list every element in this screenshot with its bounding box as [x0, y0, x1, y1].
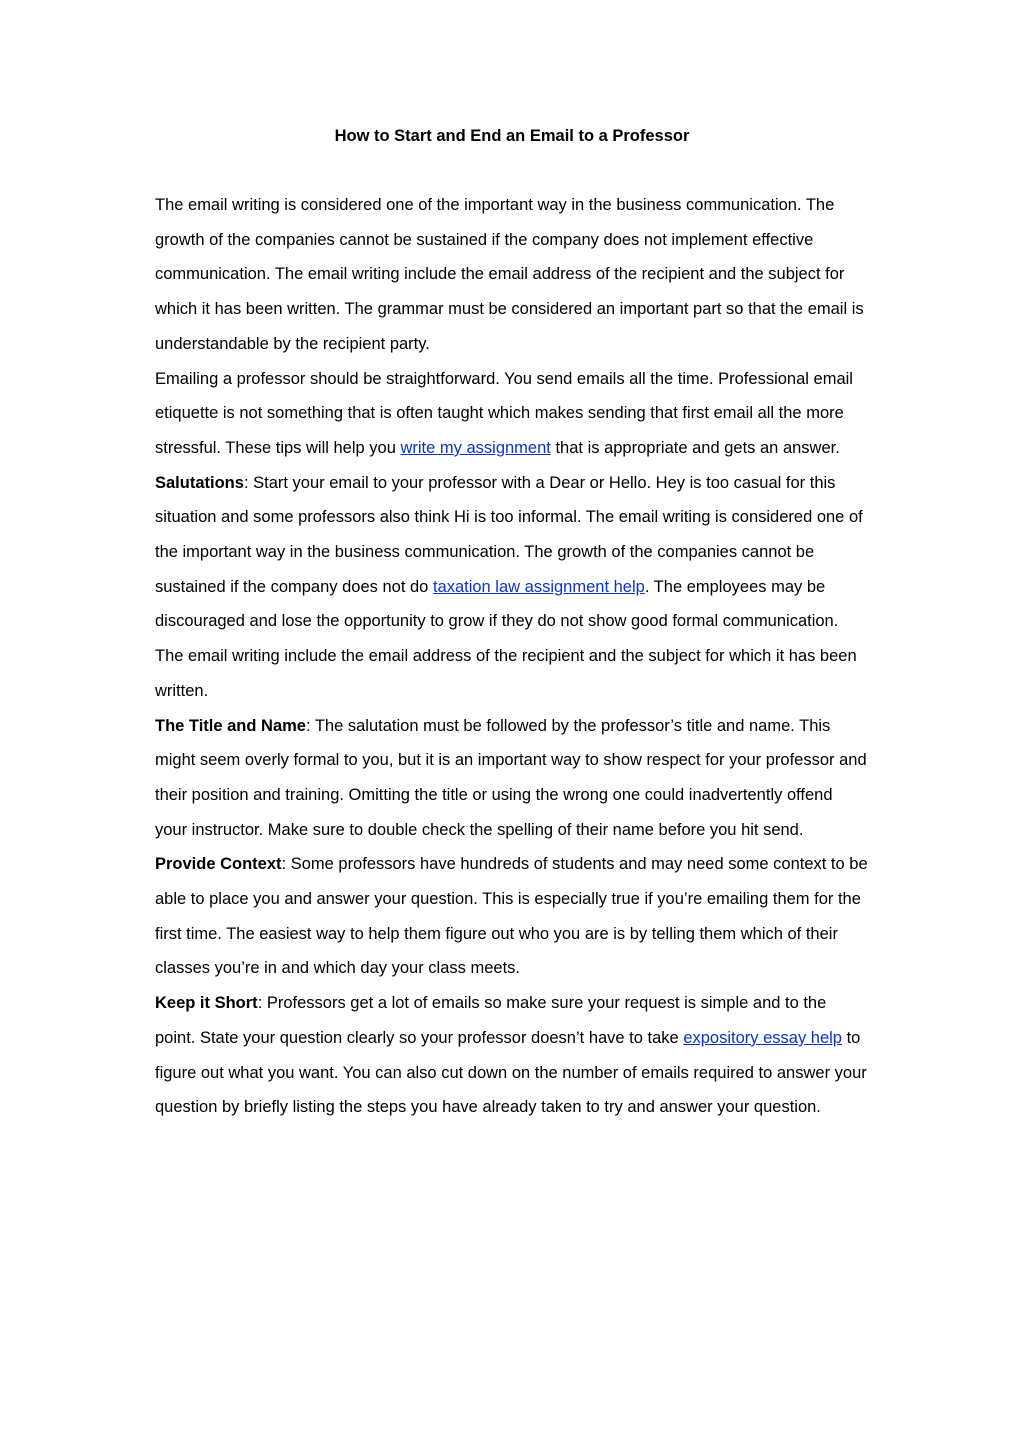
paragraph-text: : Professors get a lot of emails so make sure your request is simple and to the point. State your question clearly so your professor doesn’t have to take — [155, 994, 827, 1047]
paragraph-salutations — [155, 466, 869, 709]
section-heading-salutations: Salutations — [155, 473, 244, 492]
paragraph-intro: The email writing is considered one of the important way in the business communication. The growth of the companies cannot be sustained if the company does not implement effective communication. The email writing include the email address of the recipient and the subject for which it has been written. The grammar must be considered an important part so that the email is understandable by the recipient party. — [155, 196, 864, 353]
section-heading-title-and-name: The Title and Name — [155, 716, 306, 735]
taxation-law-link[interactable]: taxation law assignment help — [432, 577, 645, 596]
paragraph-text: . The employees may be discouraged and lose the opportunity to grow if they do not show good formal communication. The email writing include the email address of the recipient and the subject for which it has been written. — [155, 577, 857, 700]
paragraph-title-and-name — [155, 709, 869, 848]
document-title: How to Start and End an Email to a Professor — [334, 127, 690, 145]
paragraph-text: : Some professors have hundreds of students and may need some context to be able to place you and answer your question. This is especially true if you’re emailing them for the first time. The easiest way to help them figure out who you are is by telling them which of their classes you’re in and which day your class meets. — [155, 855, 868, 978]
section-heading-keep-it-short: Keep it Short — [155, 994, 258, 1013]
paragraph-text: to figure out what you want. You can also cut down on the number of emails required to answer your question by briefly listing the steps you have already taken to try and answer your question. — [155, 1028, 867, 1117]
write-my-assignment-link[interactable]: write my assignment — [400, 438, 551, 457]
paragraph-text: : The salutation must be followed by the professor’s title and name. This might seem overly formal to you, but it is an important way to show respect for your professor and their position and training. Omitting the title or using the wrong one could inadvertently offend your instructor. Make sure to double check the spelling of their name before you hit send. — [155, 716, 867, 839]
paragraph-provide-context — [155, 847, 869, 986]
section-heading-provide-context: Provide Context — [155, 855, 282, 874]
paragraph-text: that is appropriate and gets an answer. — [550, 438, 840, 457]
paragraph-text: : Start your email to your professor with a Dear or Hello. Hey is too casual for this situation and some professors also think Hi is too informal. The email writing is considered one of the important way in the business communication. The growth of the companies cannot be sustained if the company does not do — [155, 473, 863, 596]
paragraph-text: Emailing a professor should be straightforward. You send emails all the time. Professional email etiquette is not something that is often taught which makes sending that first email all the more stressful. These tips will help you — [155, 369, 853, 457]
document-body — [155, 188, 869, 1125]
paragraph-emailing — [155, 362, 869, 466]
paragraph-keep-it-short — [155, 986, 869, 1125]
expository-essay-help-link[interactable]: expository essay help — [683, 1028, 842, 1047]
